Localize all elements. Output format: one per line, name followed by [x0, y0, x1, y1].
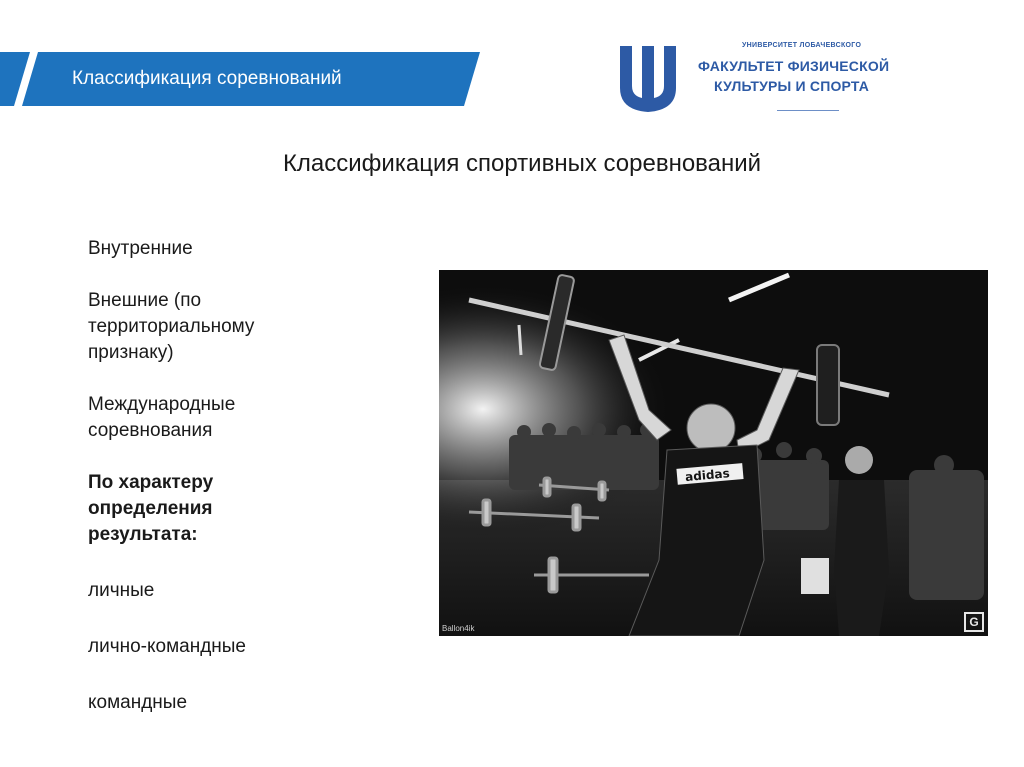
list-item-external-line2: территориальному — [88, 316, 255, 337]
list-item-personal-team: лично-командные — [88, 636, 247, 657]
shirt-logo-text: adidas — [684, 466, 731, 485]
list-item-team: командные — [88, 692, 188, 713]
photo-watermark-logo: G — [964, 612, 984, 632]
logo-university-name: УНИВЕРСИТЕТ ЛОБАЧЕВСКОГО — [742, 42, 862, 49]
list-heading-by-result-line3: результата: — [88, 524, 198, 545]
list-heading-by-result-line1: По характеру — [88, 472, 214, 493]
list-item-international-line1: Международные — [88, 394, 236, 415]
classification-list — [88, 236, 388, 716]
university-emblem-icon — [616, 44, 680, 114]
faculty-logo — [616, 42, 916, 118]
list-item-external-line1: Внешние (по — [88, 290, 202, 311]
list-item-internal: Внутренние — [88, 238, 193, 259]
list-heading-by-result-line2: определения — [88, 498, 213, 519]
logo-faculty-line2: КУЛЬТУРЫ И СПОРТА — [714, 78, 870, 94]
slide-title: Классификация спортивных соревнований — [282, 150, 762, 177]
weightlifting-photo-illustration — [439, 270, 988, 636]
logo-divider — [777, 110, 839, 111]
list-item-personal: личные — [88, 580, 155, 601]
header-title: Классификация соревнований — [72, 68, 342, 89]
list-item-international-line2: соревнования — [88, 420, 213, 441]
list-item-external-line3: признаку) — [88, 342, 174, 363]
logo-faculty-line1: ФАКУЛЬТЕТ ФИЗИЧЕСКОЙ — [698, 58, 890, 74]
weightlifting-photo — [439, 270, 988, 636]
photo-watermark-credit: Ballon4ik — [442, 624, 475, 633]
